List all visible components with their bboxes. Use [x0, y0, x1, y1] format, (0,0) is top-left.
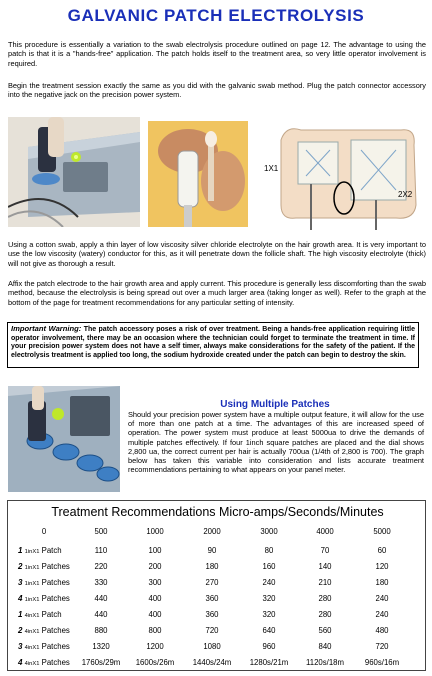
multiple-patches-text: Should your precision power system have a multiple output feature, it will allow for the use of more than one patch at a time. The advantages of this are increased speed of operation. The power system must produce at least 5000ua to drive the demands of multiple patches effectively. If four 1inch square patches are placed and the dial shows 2,800 ua, the correct current per hair is actually 700ua (1/4th of 2,800 is 700). The graph below has taken this variable into consideration and lists accurate treatment recommendations pertaining to what appears on your panel meter.	[128, 410, 424, 475]
table-cell: 280	[318, 610, 332, 619]
table-cell: 120	[375, 562, 389, 571]
table-cell: 70	[320, 546, 330, 555]
patch-size-label-1x1: 1X1	[264, 164, 279, 173]
table-row	[8, 562, 427, 576]
table-cell: 140	[318, 562, 332, 571]
column-header: 1000	[146, 527, 164, 536]
table-cell: 640	[262, 626, 276, 635]
table-cell: 1320	[92, 642, 110, 651]
table-cell: 400	[148, 594, 162, 603]
table-cell: 270	[205, 578, 219, 587]
table-cell: 880	[94, 626, 108, 635]
table-cell: 320	[262, 610, 276, 619]
row-label: 3 4inX1 Patches	[18, 642, 70, 651]
table-row	[8, 594, 427, 608]
column-header: 5000	[373, 527, 391, 536]
table-cell: 720	[375, 642, 389, 651]
column-header: 3000	[260, 527, 278, 536]
table-cell: 240	[375, 594, 389, 603]
table-cell: 180	[205, 562, 219, 571]
column-header: 2000	[203, 527, 221, 536]
warning-text: The patch accessory poses a risk of over treatment. Being a hands-free application requiring little operator involvement, there may be an occasion where the technician could forget to terminate the treatment in time. If your precision power system does not have a self timer, always make considerations for the safety of the patient. If the electrolysis treatment is applied too long, the sodium hydroxide created under the patch can begin to destroy the skin.	[11, 326, 415, 359]
table-cell: 1080	[203, 642, 221, 651]
row-label: 4 1inX1 Patches	[18, 594, 70, 603]
table-cell: 480	[375, 626, 389, 635]
row-label: 4 4inX1 Patches	[18, 658, 70, 667]
table-cell: 360	[205, 594, 219, 603]
patch-sizes-photo	[256, 120, 426, 230]
table-cell: 160	[262, 562, 276, 571]
power-system-photo	[8, 117, 140, 227]
row-label: 1 1inX1 Patch	[18, 546, 62, 555]
table-cell: 440	[94, 594, 108, 603]
table-cell: 360	[205, 610, 219, 619]
multiple-patches-heading: Using Multiple Patches	[220, 399, 330, 410]
column-header: 4000	[316, 527, 334, 536]
table-header-row	[8, 527, 427, 541]
table-cell: 440	[94, 610, 108, 619]
table-cell: 720	[205, 626, 219, 635]
table-cell: 1760s/29m	[81, 658, 121, 667]
table-cell: 180	[375, 578, 389, 587]
table-cell: 100	[148, 546, 162, 555]
patch-size-label-2x2: 2X2	[398, 190, 413, 199]
table-row	[8, 642, 427, 656]
table-cell: 280	[318, 594, 332, 603]
table-row	[8, 578, 427, 592]
row-label: 3 1inX1 Patches	[18, 578, 70, 587]
table-cell: 400	[148, 610, 162, 619]
table-cell: 800	[148, 626, 162, 635]
patch-connector-photo	[148, 121, 248, 227]
important-warning-box	[7, 322, 419, 368]
table-cell: 240	[262, 578, 276, 587]
table-cell: 1200	[146, 642, 164, 651]
body-paragraph-2: Affix the patch electrode to the hair growth area and apply current. This procedure is generally less discomforting than the swab method, because the electrolysis is being spread out over a much larger area (taking longer as well). Refer to the graph at the bottom of the page for treatment recommendations for any particular setting of intensity.	[8, 279, 426, 307]
table-cell: 1600s/26m	[135, 658, 175, 667]
table-cell: 1440s/24m	[192, 658, 232, 667]
row-label: 2 1inX1 Patches	[18, 562, 70, 571]
table-cell: 330	[94, 578, 108, 587]
row-label: 1 4inX1 Patch	[18, 610, 62, 619]
table-title: Treatment Recommendations Micro-amps/Seconds/Minutes	[51, 505, 384, 519]
table-row	[8, 626, 427, 640]
table-cell: 90	[207, 546, 217, 555]
warning-label: Important Warning:	[11, 324, 82, 333]
treatment-table	[7, 500, 426, 671]
table-row	[8, 546, 427, 560]
table-cell: 300	[148, 578, 162, 587]
column-header: 0	[41, 527, 47, 536]
table-cell: 200	[148, 562, 162, 571]
table-cell: 560	[318, 626, 332, 635]
table-row	[8, 658, 427, 672]
page-title: GALVANIC PATCH ELECTROLYSIS	[67, 6, 365, 25]
body-paragraph-1: Using a cotton swab, apply a thin layer of low viscosity silver chloride electrolyte on the hair growth area. It is very important to use the low viscosity (watery) conductor for this, as it will penetrate down the follicle shaft. The high viscosity electrolyte (thick) will not give as thorough a result.	[8, 240, 426, 268]
table-cell: 960s/16m	[364, 658, 400, 667]
table-cell: 840	[318, 642, 332, 651]
table-cell: 60	[377, 546, 387, 555]
table-cell: 80	[264, 546, 274, 555]
table-cell: 110	[94, 546, 108, 555]
table-cell: 320	[262, 594, 276, 603]
table-cell: 220	[94, 562, 108, 571]
row-label: 2 4inX1 Patches	[18, 626, 70, 635]
table-cell: 210	[318, 578, 332, 587]
table-cell: 1120s/18m	[306, 658, 344, 667]
table-cell: 960	[262, 642, 276, 651]
column-header: 500	[94, 527, 108, 536]
table-cell: 1280s/21m	[249, 658, 289, 667]
intro-paragraph-1: This procedure is essentially a variation to the swab electrolysis procedure outlined on page 12. The advantage to using the patch is that it is a "hands-free" application. The patch holds itself to the treatment area, so very little operator involvement is required.	[8, 40, 426, 68]
intro-paragraph-2: Begin the treatment session exactly the same as you did with the galvanic swab method. Plug the patch connector accessory into the negative jack on the precision power system.	[8, 81, 426, 100]
multiple-output-photo	[8, 386, 120, 492]
table-cell: 240	[375, 610, 389, 619]
table-row	[8, 610, 427, 624]
